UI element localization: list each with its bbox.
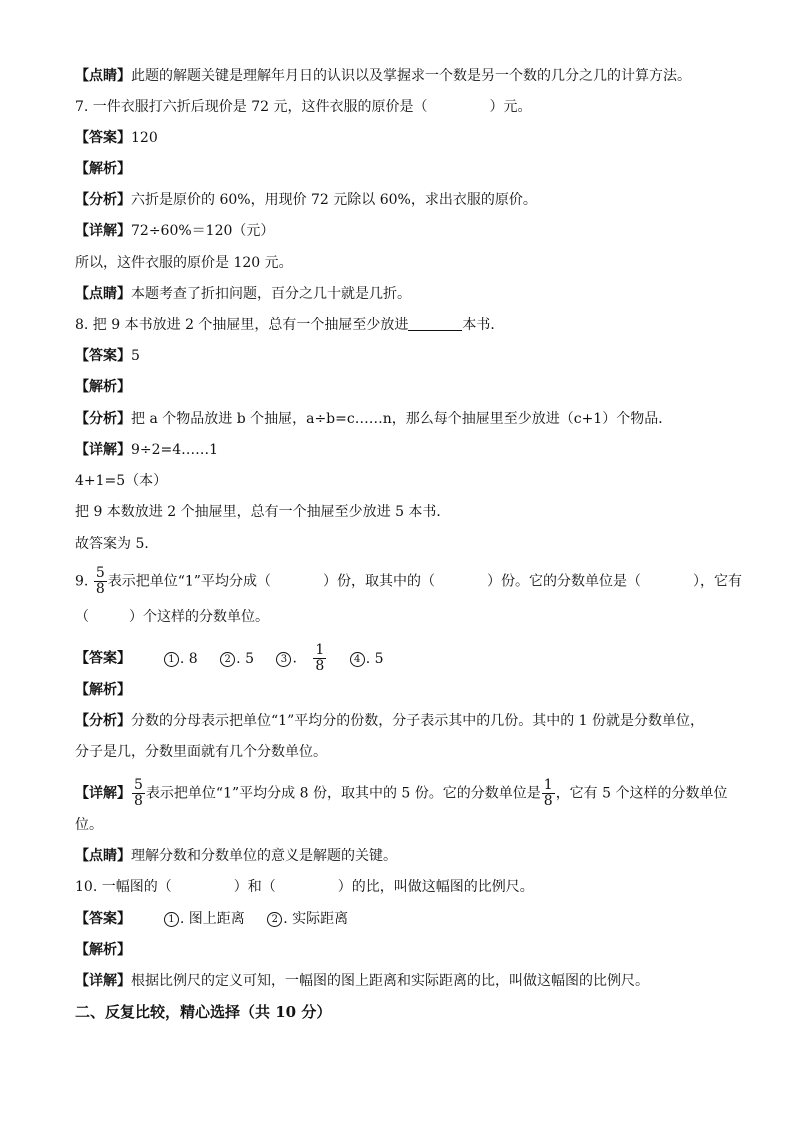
- q9-text-a: 表示把单位“1”平均分成（: [107, 573, 271, 590]
- q7-dianjing: [75, 284, 411, 304]
- q7-analysis: [75, 159, 131, 179]
- q7-detail: [75, 221, 274, 241]
- q8-answer: [75, 346, 140, 366]
- denominator: 8: [95, 581, 105, 597]
- tag-analysis: 【解析】: [75, 682, 131, 698]
- question-7: [75, 97, 532, 117]
- answer-blank-line: [408, 316, 462, 331]
- circled-number: 3: [276, 652, 291, 667]
- text: 分数的分母表示把单位“1”平均分的份数，分子表示其中的几份。其中的 1 份就是分数单位，: [131, 713, 705, 729]
- denominator: 8: [543, 793, 553, 809]
- text: 故答案为 5．: [75, 536, 159, 552]
- q7-fenxi: [75, 190, 537, 210]
- choice-value: . 5: [365, 650, 384, 667]
- choice-value: .: [292, 650, 297, 667]
- q7-text-b: ）元。: [489, 99, 532, 115]
- q9-number: 9.: [75, 573, 89, 590]
- fraction: [132, 778, 145, 809]
- text: 六折是原价的 60%，用现价 72 元除以 60%，求出衣服的原价。: [131, 192, 537, 208]
- text: 72÷60%＝120（元）: [131, 223, 275, 239]
- circled-number: 1: [164, 912, 179, 927]
- q9-text-b: ）份，取其中的（: [322, 573, 435, 590]
- q10-text-b: ）和（: [233, 879, 276, 895]
- question-10: [75, 877, 534, 897]
- q8-step2: [75, 471, 167, 491]
- q8-text-b: 本书．: [462, 317, 505, 333]
- q9-text-d: ），它有: [692, 573, 742, 590]
- text: 表示把单位“1”平均分成 8 份，取其中的 5 份。它的分数单位是: [145, 785, 541, 802]
- text: 位。: [75, 817, 103, 833]
- choice-1: [164, 649, 198, 669]
- tag-dianjing: 【点睛】: [75, 286, 131, 302]
- q10-analysis: [75, 940, 131, 960]
- numerator: 1: [315, 642, 325, 658]
- text: 理解分数和分数单位的意义是解题的关键。: [131, 848, 397, 864]
- q8-text-a: 8. 把 9 本书放进 2 个抽屉里，总有一个抽屉至少放进: [75, 317, 409, 333]
- question-8: [75, 315, 504, 335]
- q8-step3: [75, 502, 450, 522]
- text: 4+1=5（本）: [75, 473, 168, 489]
- tag-dianjing: 【点睛】: [75, 848, 131, 864]
- choice-2: [267, 909, 348, 929]
- choice-value: . 8: [179, 650, 198, 667]
- denominator: 8: [315, 658, 325, 674]
- q7-conclusion: [75, 253, 293, 273]
- dianjing-line-prev: [75, 66, 691, 86]
- circled-number: 1: [164, 652, 179, 667]
- q9-answer: [75, 643, 402, 674]
- choice-value: . 图上距离: [179, 911, 245, 927]
- tag-fenxi: 【分析】: [75, 192, 131, 208]
- tag-detail: 【详解】: [75, 223, 131, 239]
- fraction: [542, 778, 555, 809]
- text: 根据比例尺的定义可知，一幅图的图上距离和实际距离的比，叫做这幅图的比例尺。: [131, 973, 649, 989]
- fraction: [94, 566, 107, 597]
- q10-text-a: 10. 一幅图的（: [75, 879, 172, 895]
- answer-value: 120: [131, 130, 158, 146]
- q9-fenxi-cont: [75, 742, 327, 762]
- q9-text-e2: ）个这样的分数单位。: [129, 609, 269, 625]
- tag-fenxi: 【分析】: [75, 713, 131, 729]
- tag-answer: 【答案】: [75, 650, 131, 667]
- q10-text-c: ）的比，叫做这幅图的比例尺。: [337, 879, 534, 895]
- choice-3: [276, 643, 327, 674]
- text: 所以，这件衣服的原价是 120 元。: [75, 255, 293, 271]
- question-9: [75, 566, 742, 597]
- numerator: 5: [134, 777, 143, 793]
- text: 把 a 个物品放进 b 个抽屉，a÷b=c……n，那么每个抽屉里至少放进（c+1）个物品．: [131, 411, 673, 427]
- circled-number: 4: [350, 652, 365, 667]
- tag-analysis: 【解析】: [75, 161, 131, 177]
- q8-fenxi: [75, 409, 672, 429]
- text: 9÷2=4……1: [131, 442, 219, 458]
- q8-analysis: [75, 377, 131, 397]
- tag-answer: 【答案】: [75, 911, 131, 927]
- tag-dianjing: 【点睛】: [75, 68, 131, 84]
- q9-detail: [75, 778, 728, 809]
- choice-1: [164, 909, 245, 929]
- q7-text-a: 7. 一件衣服打六折后现价是 72 元，这件衣服的原价是（: [75, 99, 428, 115]
- answer-value: 5: [131, 348, 140, 364]
- q8-final: [75, 534, 158, 554]
- q9-detail-cont: [75, 815, 103, 835]
- numerator: 1: [543, 777, 553, 793]
- fraction: [313, 643, 326, 674]
- tag-answer: 【答案】: [75, 348, 131, 364]
- circled-number: 2: [267, 912, 282, 927]
- numerator: 5: [95, 565, 105, 581]
- text: 本题考查了折扣问题，百分之几十就是几折。: [131, 286, 411, 302]
- choice-2: [220, 649, 254, 669]
- tag-analysis: 【解析】: [75, 379, 131, 395]
- text: 此题的解题关键是理解年月日的认识以及掌握求一个数是另一个数的几分之几的计算方法。: [131, 68, 691, 84]
- section-title: 二、反复比较，精心选择（共 10 分）: [75, 1003, 332, 1021]
- text: ，它有 5 个这样的分数单位: [555, 785, 728, 802]
- tag-analysis: 【解析】: [75, 942, 131, 958]
- question-9-cont: [75, 607, 269, 627]
- circled-number: 2: [220, 652, 235, 667]
- q9-text-c: ）份。它的分数单位是（: [486, 573, 641, 590]
- denominator: 8: [134, 793, 143, 809]
- text: 分子是几，分数里面就有几个分数单位。: [75, 744, 327, 760]
- tag-fenxi: 【分析】: [75, 411, 131, 427]
- tag-detail: 【详解】: [75, 442, 131, 458]
- choice-4: [350, 649, 384, 669]
- q9-text-e1: （: [75, 609, 89, 625]
- choice-value: . 5: [236, 650, 254, 667]
- q9-dianjing: [75, 846, 397, 866]
- q8-detail: [75, 440, 218, 460]
- q10-detail: [75, 971, 649, 991]
- q9-analysis: [75, 680, 131, 700]
- section-heading: [75, 1002, 331, 1022]
- q10-answer: [75, 909, 366, 929]
- choice-value: . 实际距离: [283, 911, 349, 927]
- q9-fenxi: [75, 711, 704, 731]
- text: 把 9 本数放进 2 个抽屉里，总有一个抽屉至少放进 5 本书．: [75, 504, 451, 520]
- tag-detail: 【详解】: [75, 785, 131, 802]
- q7-answer: [75, 128, 158, 148]
- tag-detail: 【详解】: [75, 973, 131, 989]
- tag-answer: 【答案】: [75, 130, 131, 146]
